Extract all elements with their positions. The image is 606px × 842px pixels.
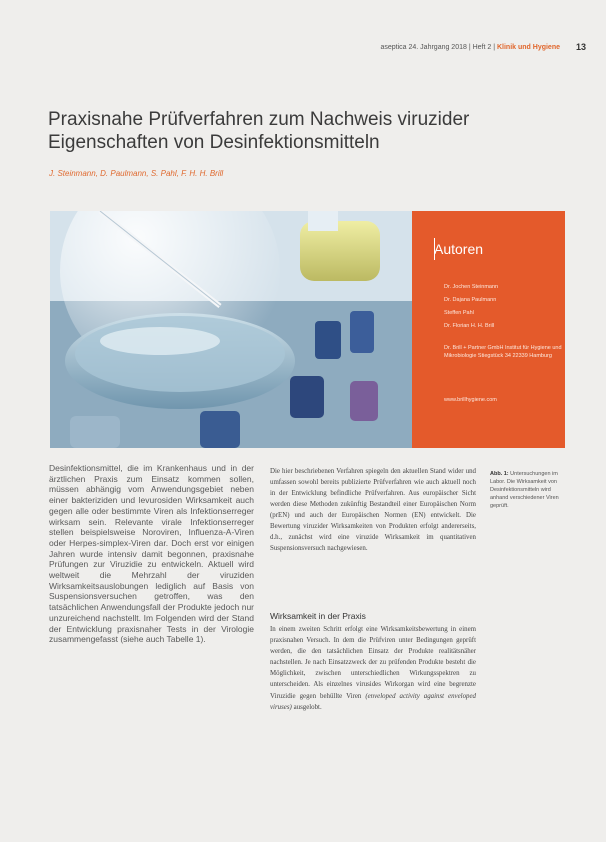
institute-website: www.brillhygiene.com	[444, 397, 497, 403]
author-name: Dr. Jochen Steinmann	[444, 284, 499, 290]
body-text: Die hier beschriebenen Verfahren spiegeln den aktuellen Stand wider und umfassen sowohl bereits publizierte Prüfverfahren wie auch aktuell noch in der Entwicklung befindliche Prüfverfahren. Aus europäischer Sicht werden diese Methoden zukünftig Bestandteil einer Europäischen Norm (prEN) und auch der Europäischen Normen (EN) entwickelt. Die Bewertung viruzider Wirksamkeiten von Produkten erfolgt andererseits, d.h., zunächst wird eine viruzide Wirksamkeit im quantitativen Suspensionsversuch nachgewiesen.	[270, 468, 476, 552]
author-name: Dr. Florian H. H. Brill	[444, 323, 495, 329]
emphasis-text: (enveloped activity against enveloped viruses)	[270, 692, 476, 711]
article-authors: J. Steinmann, D. Paulmann, S. Pahl, F. H. H. Brill	[49, 169, 224, 178]
author-box-title: Autoren	[434, 241, 484, 257]
figure-caption	[490, 470, 570, 510]
article-title: Praxisnahe Prüfverfahren zum Nachweis viruzider Eigenschaften von Desinfektionsmitteln	[48, 109, 470, 153]
body-paragraph-2	[270, 624, 476, 713]
lab-photo	[50, 211, 420, 448]
section-name: Klinik und Hygiene	[496, 44, 560, 51]
institute-address: Dr. Brill + Partner GmbH Institut für Hygiene und Mikrobiologie Stiegstück 34 22339 Hamburg	[444, 345, 562, 359]
body-text: ausgelobt.	[293, 703, 322, 711]
body-paragraph-1	[270, 466, 476, 554]
running-header	[300, 44, 560, 51]
intro-paragraph: Desinfektionsmittel, die im Krankenhaus und in der ärztlichen Praxis zum Einsatz kommen sollen, müssen abhängig vom Anwendungsgebiet neben einer bakteriziden und levurosiden Wirksamkeit auch gegen alle oder bestimmte Viren als Infektionserreger wirksam sein. Relevante virale Infektionserreger stellen beispielsweise Noroviren, Influenza-A-Viren oder Herpes-simplex-Viren dar. Doch erst vor einigen Jahren wurde intensiv damit begonnen, praxisnahe Prüfungen zur Viruzidie zu entwickeln. Aktuell wird weltweit die Mehrzahl der viruziden Wirksamkeitsauslobungen lediglich auf Basis von Suspensionsversuchen getroffen, was den tatsächlichen Anwendungsfall der Produkte jedoch nur unzureichend nachstellt. Im Folgenden wird der Stand der Entwicklung praxisnaher Tests in der Virologie zusammengefasst (siehe auch Tabelle 1).	[49, 463, 254, 645]
caption-label: Abb. 1:	[490, 471, 509, 477]
author-info-box	[412, 211, 565, 448]
page-number: 13	[576, 42, 587, 52]
author-list	[444, 281, 562, 333]
author-name: Steffen Pahl	[444, 310, 474, 316]
author-name: Dr. Dajana Paulmann	[444, 297, 497, 303]
lab-photo-illustration	[50, 211, 420, 448]
section-subheading: Wirksamkeit in der Praxis	[270, 611, 366, 621]
body-text: In einem zweiten Schritt erfolgt eine Wirksamkeitsbewertung in einem praxisnahen Versuch. In dem die Prüfviren unter Bedingungen geprüft werden, die den tatsächlichen Einsatz der Produkte realitätsnäher nachstellen. Je nach Einsatzzweck der zu prüfenden Produkte besteht die Möglichkeit, zwischen unterschiedlichen Wirkungsspektren zu unterscheiden. Als einzelnes virusides Wirkorgan wird eine begrenzte Viruzidie gegen behüllte Viren	[270, 626, 476, 700]
caption-text: Untersuchungen im Labor. Die Wirksamkeit von Desinfektionsmitteln wird anhand verschiedener Viren geprüft.	[490, 471, 559, 509]
journal-info: aseptica 24. Jahrgang 2018 | Heft 2 |	[380, 44, 496, 51]
